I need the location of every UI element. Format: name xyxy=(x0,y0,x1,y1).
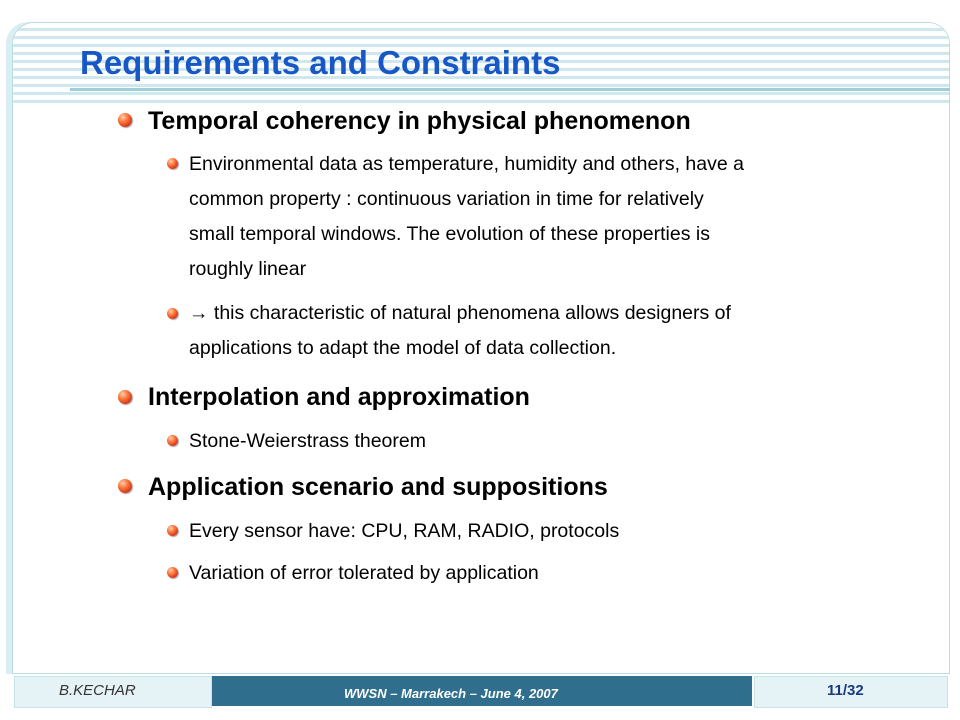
sub-bullet-icon xyxy=(167,525,178,536)
bullet-icon xyxy=(118,390,132,404)
footer-author: B.KECHAR xyxy=(59,682,136,699)
text-line: small temporal windows. The evolution of these properties is xyxy=(189,223,710,245)
bullet-heading-temporal: Temporal coherency in physical phenomenon xyxy=(148,107,691,135)
footer-author-box xyxy=(14,676,212,708)
bullet-heading-application: Application scenario and suppositions xyxy=(148,473,608,501)
text-line: roughly linear xyxy=(189,258,307,280)
bullet-icon xyxy=(118,113,132,127)
text-line: → this characteristic of natural phenomena allows designers of xyxy=(189,302,731,324)
sub-bullet-stone-weierstrass: Stone-Weierstrass theorem xyxy=(189,430,426,452)
sub-bullet-icon xyxy=(167,567,178,578)
text-line: common property : continuous variation in time for relatively xyxy=(189,188,704,210)
text-line: applications to adapt the model of data collection. xyxy=(189,337,617,359)
sub-bullet-environmental xyxy=(189,149,744,284)
footer-page-box xyxy=(754,676,948,708)
text-line: Environmental data as temperature, humidity and others, have a xyxy=(189,153,744,175)
bullet-icon xyxy=(118,479,132,493)
slide-footer xyxy=(0,672,960,720)
sub-bullet-icon xyxy=(167,435,178,446)
footer-event: WWSN – Marrakech – June 4, 2007 xyxy=(344,686,558,701)
sub-bullet-characteristic xyxy=(189,298,731,363)
page-number: 11/32 xyxy=(827,682,864,699)
footer-event-band xyxy=(212,676,752,706)
sub-bullet-icon xyxy=(167,158,178,169)
sub-bullet-icon xyxy=(167,308,178,319)
slide-title: Requirements and Constraints xyxy=(80,44,561,81)
bullet-heading-interpolation: Interpolation and approximation xyxy=(148,383,530,411)
sub-bullet-sensor: Every sensor have: CPU, RAM, RADIO, protocols xyxy=(189,520,620,542)
sub-bullet-variation: Variation of error tolerated by application xyxy=(189,562,539,584)
